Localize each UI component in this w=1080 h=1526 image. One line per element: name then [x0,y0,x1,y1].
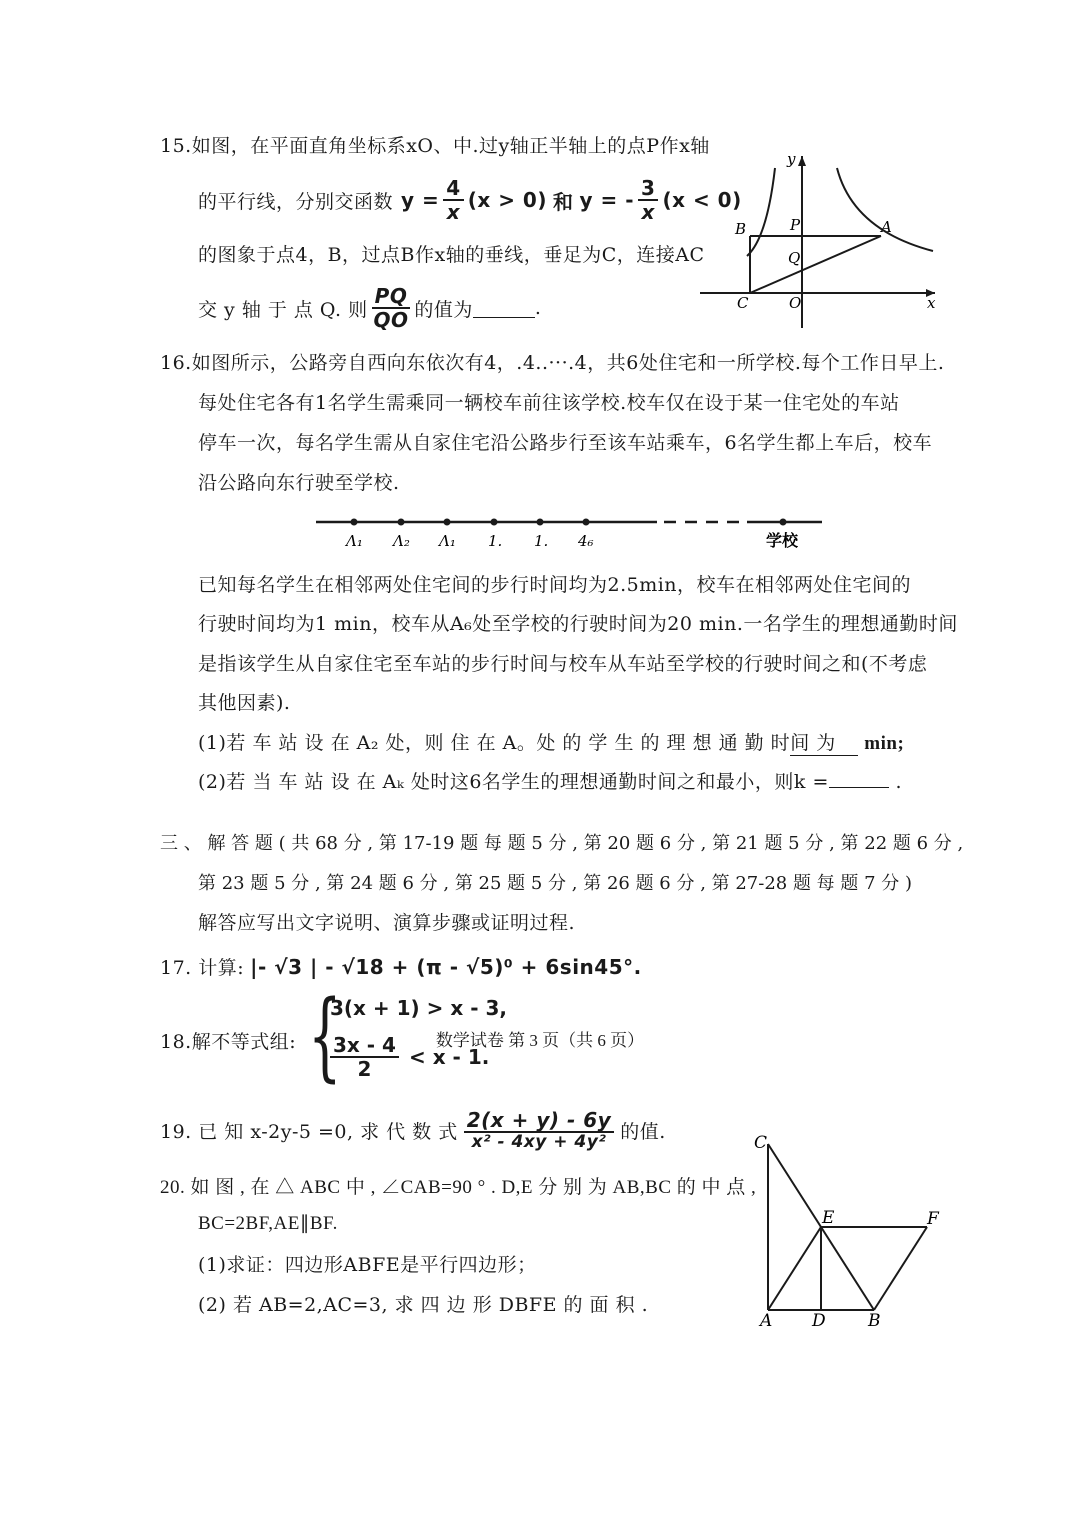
q16-road-label-4: 1. [488,532,503,550]
q16-school-label: 学校 [766,531,799,550]
q16-sub1 [198,728,904,756]
q19-pre: 19. 已 知 x-2y-5 =0, 求 代 数 式 [160,1120,458,1143]
q20-label-E: E [822,1208,835,1228]
q19-num: 2(x + y) - 6y [464,1109,615,1133]
q15-line4 [198,280,541,336]
q18-ineq2-den: 2 [357,1057,372,1081]
q15-func1-den: x [446,200,461,224]
q16-line1: 16.如图所示，公路旁自西向东依次有4，.4..···.4，共6处住宅和一所学校.每个工作日早上. [160,352,945,374]
q20-label-F: F [927,1209,939,1229]
q16-sub1-unit: min; [864,733,905,754]
q18-label: 18.解不等式组: [160,1031,297,1053]
q16-line5: 已知每名学生在相邻两处住宅间的步行时间均为2.5min，校车在相邻两处住宅间的 [198,574,912,596]
section3-line2: 第 23 题 5 分 , 第 24 题 6 分 , 第 25 题 5 分 , 第 26 题 6 分 , 第 27-28 题 每 题 7 分 ) [198,873,913,894]
q15-func-join: 和 [552,189,574,214]
q20-label-C: C [754,1133,768,1153]
q15-line1: 15.如图，在平面直角坐标系xO、中.过y轴正半轴上的点P作x轴 [160,135,710,157]
q16-sub2-pre: (2)若 当 车 站 设 在 Aₖ 处时这6名学生的理想通勤时间之和最小，则k = [198,771,829,793]
q20-segment-AE [768,1227,821,1310]
q16-sub1-pre: (1)若 车 站 设 在 A₂ 处，则 住 在 A。处 的 学 生 的 理 想 通 勤 时 [198,732,791,754]
q15-label-y: y [787,150,796,168]
q15-answer-blank [473,299,535,318]
q18-ineq2-num: 3x - 4 [330,1034,399,1058]
q16-road-label-6: 4₆ [578,532,594,550]
q16-road-diagram [312,510,827,554]
q16-line8: 其他因素). [198,692,291,714]
q18-brace: { [308,980,342,1092]
q15-label-O: O [789,294,802,312]
q16-line6: 行驶时间均为1 min，校车从A₆处至学校的行驶时间为20 min.一名学生的理想通勤时间 [198,613,958,635]
q16-line4: 沿公路向东行驶至学校. [198,472,400,494]
q15-curve-left [747,168,775,256]
q20-segment-FB [874,1227,927,1310]
q16-sub2-end: . [895,771,902,793]
q16-house-dot-4 [491,519,498,526]
q15-label-Q: Q [788,249,801,267]
q15-line3: 的图象于点4，B，过点B作x轴的垂线，垂足为C，连接AC [198,244,705,266]
q15-func1-cond: (x > 0) [467,188,547,212]
q16-house-dot-3 [444,519,451,526]
q15-func1-num: 4 [443,177,463,201]
q20-label-D: D [812,1311,826,1328]
q15-func1-lhs: y = [401,188,440,212]
q16-house-dot-6 [583,519,590,526]
q16-line3: 停车一次，每名学生需从自家住宅沿公路步行至该车站乘车，6名学生都上车后，校车 [198,432,933,454]
page-footer: 数学试卷 第 3 页（共 6 页） [435,1031,645,1050]
q15-line4-post: 的值为 [414,298,473,321]
q16-house-dot-1 [351,519,358,526]
q15-label-x: x [927,294,936,312]
q15-line4-end: . [534,297,542,319]
q20-line2: BC=2BF,AE∥BF. [198,1213,338,1234]
q16-road-label-2: Λ₂ [393,532,410,550]
q15-ratio-num: PQ [372,285,411,309]
q19 [160,1102,666,1158]
q15-y-arrow [798,156,806,166]
q15-func2-lhs: y = - [579,188,635,212]
q19-den: x² - 4xy + 4y² [471,1131,607,1152]
q18-ineq1: 3(x + 1) > x - 3, [330,996,508,1020]
q15-curve-right [837,168,933,251]
q17 [160,953,642,980]
q16-school-dot [780,519,787,526]
q16-house-dot-2 [398,519,405,526]
q20-figure [752,1128,947,1328]
q17-label: 17. 计算: [160,957,245,979]
q20-sub2: (2) 若 AB=2,AC=3, 求 四 边 形 DBFE 的 面 积 . [198,1294,649,1316]
q16-sub2-blank [829,769,889,788]
q15-line4-pre: 交 y 轴 于 点 Q. 则 [198,298,368,321]
q16-road-label-3: Λ₁ [439,532,456,550]
q19-post: 的值. [620,1120,666,1143]
q15-label-C: C [737,294,749,312]
q15-func2-fraction [638,177,658,223]
q20-label-A: A [760,1311,773,1328]
q18-ineq2-rest: < x - 1. [408,1045,490,1069]
q15-ratio-fraction [372,285,411,331]
q16-house-dot-5 [537,519,544,526]
q15-label-B: B [735,220,747,238]
q20-sub1: (1)求证：四边形ABFE是平行四边形； [198,1254,537,1276]
q16-road-label-1: Λ₁ [346,532,363,550]
q16-line2: 每处住宅各有1名学生需乘同一辆校车前往该学校.校车仅在设于某一住宅处的车站 [198,392,900,414]
section3-heading: 三 、 解 答 题 ( 共 68 分 , 第 17-19 题 每 题 5 分 , 第 20 题 6 分 , 第 21 题 5 分 , 第 22 题 6 分 , [160,833,964,854]
q16-road-label-5: 1. [534,532,549,550]
q15-func1-fraction [443,177,463,223]
q15-label-A: A [881,218,892,236]
q15-ratio-den: QO [373,308,409,332]
q17-expression: |- √3 | - √18 + (π - √5)⁰ + 6sin45°. [250,954,642,979]
q16-sub2 [198,767,902,794]
q15-func2-num: 3 [638,177,658,201]
q15-func2-cond: (x < 0) [662,188,742,212]
q20-line1: 20. 如 图 , 在 △ ABC 中 , ∠CAB=90 ° . D,E 分 别 为 AB,BC 的 中 点 , [160,1177,757,1198]
q15-func2-den: x [641,200,655,224]
q16-line7: 是指该学生从自家住宅至车站的步行时间与校车从车站至学校的行驶时间之和(不考虑 [198,653,928,675]
q15-label-P: P [790,216,801,234]
q16-sub1-blank: 间 为 [790,728,858,756]
section3-line3: 解答应写出文字说明、演算步骤或证明过程. [198,912,576,934]
q15-line2-text: 的平行线，分别交函数 [198,190,394,213]
q15-line2 [198,172,742,228]
q19-fraction [464,1109,615,1152]
q15-figure [695,148,945,333]
q20-label-B: B [868,1311,881,1328]
q15-segment-CA [750,236,881,293]
